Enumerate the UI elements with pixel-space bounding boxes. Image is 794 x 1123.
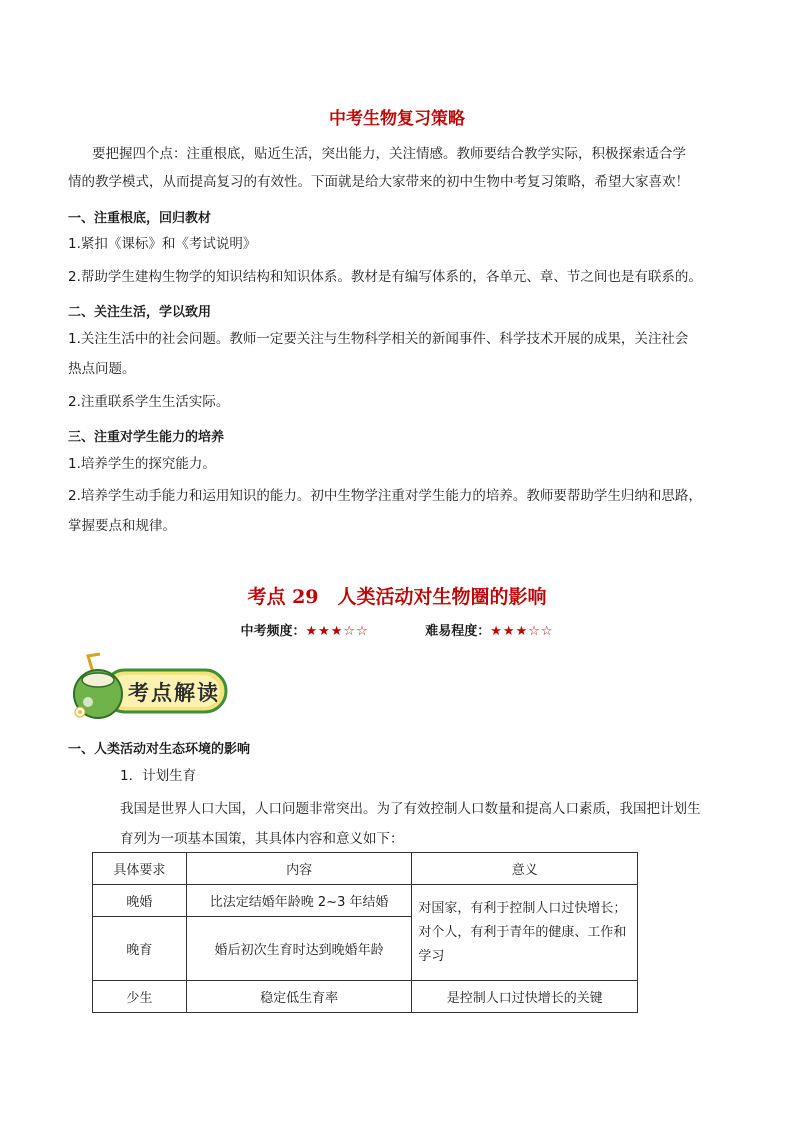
table-cell: 婚后初次生育时达到晚婚年龄 <box>186 917 412 981</box>
topic-title: 考点 29 人类活动对生物圈的影响 <box>247 586 547 608</box>
section-heading: 三、注重对学生能力的培养 <box>68 430 225 445</box>
table-header: 内容 <box>186 853 412 885</box>
difficulty-label: 难易程度： <box>425 624 491 639</box>
text-line: 热点问题。 <box>68 361 136 377</box>
table-cell: 是控制人口过快增长的关键 <box>412 981 638 1013</box>
text-line: 1.培养学生的探究能力。 <box>68 456 216 472</box>
text-line: 1.紧扣《课标》和《考试说明》 <box>68 236 257 252</box>
table-header: 意义 <box>412 853 638 885</box>
table-cell: 稳定低生育率 <box>186 981 412 1013</box>
family-planning-table <box>92 852 638 1013</box>
page-title: 中考生物复习策略 <box>329 109 465 129</box>
table-cell: 晚婚 <box>93 885 187 917</box>
text-line: 育列为一项基本国策，其具体内容和意义如下： <box>120 831 404 847</box>
table-cell: 少生 <box>93 981 187 1013</box>
table-header-row <box>93 853 638 885</box>
badge-label: 考点解读 <box>128 680 220 705</box>
text-line: 掌握要点和规律。 <box>68 518 176 534</box>
difficulty <box>425 620 553 639</box>
text-line: 2.注重联系学生生活实际。 <box>68 394 230 410</box>
table-row <box>93 981 638 1013</box>
frequency-stars: ★★★☆☆ <box>305 624 369 639</box>
intro-line: 情的教学模式，从而提高复习的有效性。下面就是给大家带来的初中生物中考复习策略，希望大家喜欢！ <box>68 174 689 190</box>
text-line: 2.帮助学生建构生物学的知识结构和知识体系。教材是有编写体系的，各单元、章、节之间也是有联系的。 <box>68 269 702 285</box>
table-cell: 比法定结婚年龄晚 2~3 年结婚 <box>186 885 412 917</box>
subheading: 1．计划生育 <box>120 768 197 784</box>
difficulty-stars: ★★★☆☆ <box>490 624 554 639</box>
table-header: 具体要求 <box>93 853 187 885</box>
exam-frequency <box>240 620 368 639</box>
table-cell-merged: 对国家，有利于控制人口过快增长；对个人，有利于青年的健康、工作和学习 <box>412 885 638 981</box>
table-cell: 晚育 <box>93 917 187 981</box>
section-heading: 一、人类活动对生态环境的影响 <box>68 742 251 757</box>
intro-line: 要把握四个点：注重根底，贴近生活，突出能力，关注情感。教师要结合教学实际，积极探索适合学 <box>92 146 686 162</box>
table-row <box>93 885 638 917</box>
text-line: 1.关注生活中的社会问题。教师一定要关注与生物科学相关的新闻事件、科学技术开展的成果，关注社会 <box>68 331 689 347</box>
frequency-label: 中考频度： <box>240 624 306 639</box>
text-line: 2.培养学生动手能力和运用知识的能力。初中生物学注重对学生能力的培养。教师要帮助学生归纳和思路， <box>68 488 702 504</box>
topic-badge <box>66 652 230 722</box>
rating-row <box>0 620 794 639</box>
section-heading: 二、关注生活，学以致用 <box>68 305 212 320</box>
text-line: 我国是世界人口大国，人口问题非常突出。为了有效控制人口数量和提高人口素质，我国把计划生 <box>120 801 701 817</box>
section-heading: 一、注重根底，回归教材 <box>68 211 212 226</box>
intro-paragraph <box>68 140 732 196</box>
